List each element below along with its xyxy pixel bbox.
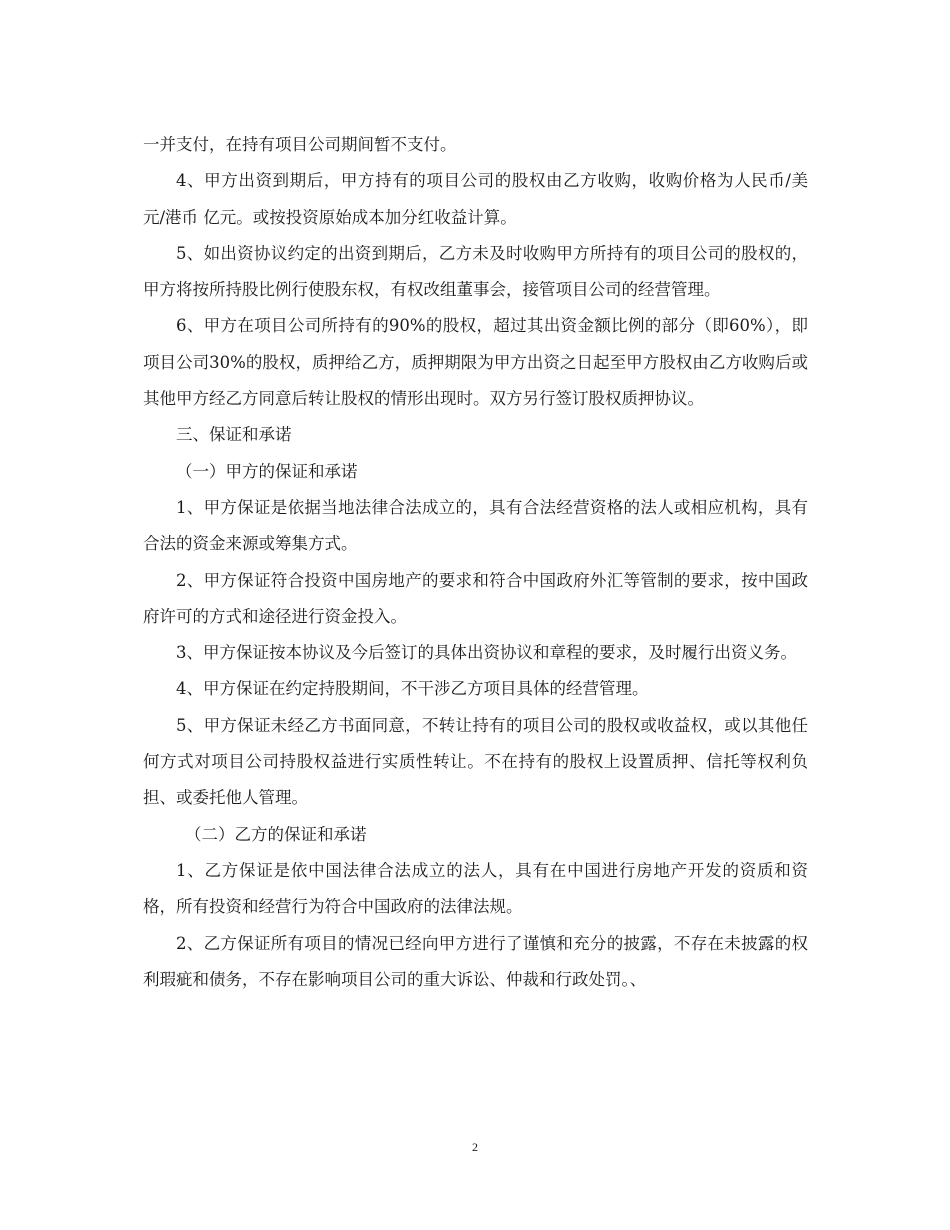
document-body (143, 127, 808, 998)
subheading-party-b-guarantees: （二）乙方的保证和承诺 (185, 824, 367, 844)
paragraph-b-guarantee-2: 2、乙方保证所有项目的情况已经向甲方进行了谨慎和充分的披露，不存在未披露的权利瑕疵和债务，不存在影响项目公司的重大诉讼、仲裁和行政处罚。、 (143, 933, 808, 989)
paragraph-a-guarantee-5: 5、甲方保证未经乙方书面同意，不转让持有的项目公司的股权或收益权，或以其他任何方式对项目公司持股权益进行实质性转让。不在持有的股权上设置质押、信托等权利负担、或委托他人管理。 (143, 715, 808, 808)
paragraph-a-guarantee-1: 1、甲方保证是依据当地法律合法成立的，具有合法经营资格的法人或相应机构，具有合法的资金来源或筹集方式。 (143, 497, 808, 554)
paragraph-clause-6-equity-pledge: 6、甲方在项目公司所持有的90%的股权，超过其出资金额比例的部分（即60%），即项目公司30%的股权，质押给乙方，质押期限为甲方出资之日起至甲方股权由乙方收购后或其他甲方经乙方同意后转让股权的情形出现时。双方另行签订股权质押协议。 (143, 316, 808, 409)
paragraph-a-guarantee-2: 2、甲方保证符合投资中国房地产的要求和符合中国政府外汇等管制的要求，按中国政府许可的方式和途径进行资金投入。 (143, 570, 808, 626)
page-number: 2 (472, 1140, 478, 1154)
paragraph-b-guarantee-1: 1、乙方保证是依中国法律合法成立的法人，具有在中国进行房地产开发的资质和资格，所有投资和经营行为符合中国政府的法律法规。 (143, 860, 808, 917)
paragraph-clause-5-overdue-buyback: 5、如出资协议约定的出资到期后，乙方未及时收购甲方所持有的项目公司的股权的，甲方将按所持股比例行使股东权，有权改组董事会，接管项目公司的经营管理。 (143, 243, 808, 300)
paragraph-a-guarantee-4: 4、甲方保证在约定持股期间，不干涉乙方项目具体的经营管理。 (176, 679, 649, 699)
paragraph-clause-4-share-buyback: 4、甲方出资到期后，甲方持有的项目公司的股权由乙方收购，收购价格为人民币/美元/港币 亿元。或按投资原始成本加分红收益计算。 (143, 171, 808, 227)
subheading-party-a-guarantees: （一）甲方的保证和承诺 (176, 461, 358, 481)
paragraph-continuation: 一并支付，在持有项目公司期间暂不支付。 (143, 135, 457, 154)
paragraph-a-guarantee-3: 3、甲方保证按本协议及今后签订的具体出资协议和章程的要求，及时履行出资义务。 (176, 643, 797, 663)
section-heading-guarantees: 三、保证和承诺 (176, 425, 292, 445)
